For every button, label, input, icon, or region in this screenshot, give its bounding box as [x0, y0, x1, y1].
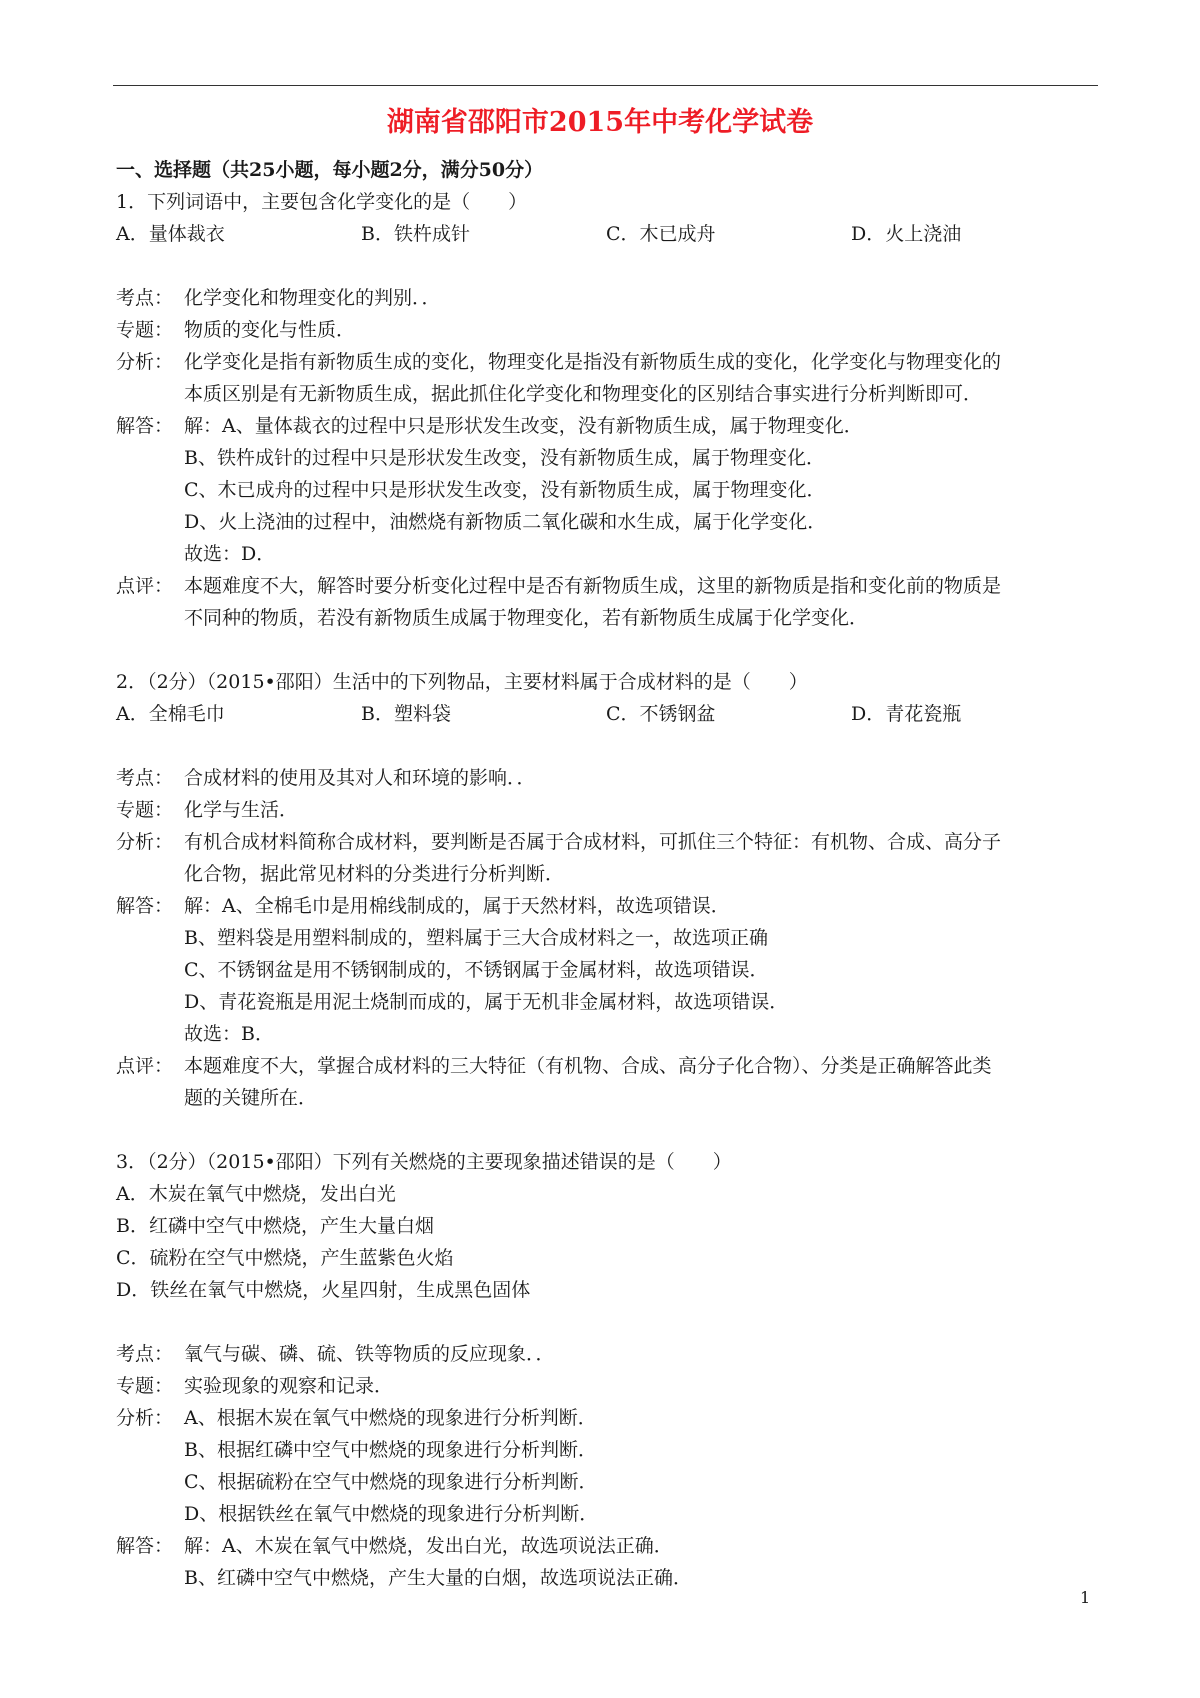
- question-stem: 1．下列词语中，主要包含化学变化的是（ ）: [116, 191, 528, 213]
- options-row: [116, 218, 1098, 250]
- page-number: 1: [1080, 1588, 1091, 1607]
- kaodian-label: 考点：: [116, 1343, 174, 1365]
- dianping-row: [116, 1050, 1098, 1114]
- fenxi-line: 有机合成材料简称合成材料，要判断是否属于合成材料，可抓住三个特征：有机物、合成、高分子: [184, 831, 1002, 853]
- zhuanti-text: 物质的变化与性质．: [184, 319, 356, 341]
- zhuanti-label: 专题：: [116, 1375, 174, 1397]
- option-b: B．铁杵成针: [361, 223, 470, 245]
- option-a: A．量体裁衣: [116, 223, 225, 245]
- fenxi-row: [116, 826, 1098, 890]
- jieda-line: B、塑料袋是用塑料制成的，塑料属于三大合成材料之一，故选项正确: [184, 927, 768, 949]
- options-row: [116, 698, 1098, 730]
- jieda-line: C、木已成舟的过程中只是形状发生改变，没有新物质生成，属于物理变化．: [184, 479, 826, 501]
- dianping-line: 不同种的物质，若没有新物质生成属于物理变化，若有新物质生成属于化学变化．: [184, 607, 869, 629]
- dianping-line: 题的关键所在．: [184, 1087, 318, 1109]
- fenxi-line: A、根据木炭在氧气中燃烧的现象进行分析判断．: [184, 1407, 597, 1429]
- option-d: D．铁丝在氧气中燃烧，火星四射，生成黑色固体: [116, 1279, 531, 1301]
- kaodian-label: 考点：: [116, 767, 174, 789]
- question-stem: 3．（2分）（2015•邵阳）下列有关燃烧的主要现象描述错误的是（ ）: [116, 1151, 732, 1173]
- zhuanti-text: 实验现象的观察和记录．: [184, 1375, 394, 1397]
- zhuanti-text: 化学与生活．: [184, 799, 299, 821]
- option-c: C．不锈钢盆: [606, 703, 716, 725]
- header-rule: [113, 85, 1098, 86]
- zhuanti-row: [116, 1370, 1098, 1402]
- jieda-label: 解答：: [116, 415, 174, 437]
- jieda-line: B、红磷中空气中燃烧，产生大量的白烟，故选项说法正确．: [184, 1567, 692, 1589]
- question-1: [116, 186, 1098, 634]
- zhuanti-label: 专题：: [116, 319, 174, 341]
- jieda-line: D、火上浇油的过程中，油燃烧有新物质二氧化碳和水生成，属于化学变化．: [184, 511, 827, 533]
- fenxi-line: B、根据红磷中空气中燃烧的现象进行分析判断．: [184, 1439, 597, 1461]
- jieda-line: 故选：B．: [184, 1023, 274, 1045]
- fenxi-row: [116, 346, 1098, 410]
- kaodian-text: 合成材料的使用及其对人和环境的影响．．: [184, 767, 536, 789]
- kaodian-row: [116, 762, 1098, 794]
- option-b: B．红磷中空气中燃烧，产生大量白烟: [116, 1215, 434, 1237]
- jieda-line: C、不锈钢盆是用不锈钢制成的，不锈钢属于金属材料，故选项错误．: [184, 959, 769, 981]
- jieda-row: [116, 1530, 1098, 1594]
- jieda-line: D、青花瓷瓶是用泥土烧制而成的，属于无机非金属材料，故选项错误．: [184, 991, 789, 1013]
- section-heading: 一、选择题（共25小题，每小题2分，满分50分）: [116, 159, 544, 181]
- fenxi-label: 分析：: [116, 351, 174, 373]
- option-a: A．全棉毛巾: [116, 703, 225, 725]
- fenxi-label: 分析：: [116, 1407, 174, 1429]
- option-c: C．硫粉在空气中燃烧，产生蓝紫色火焰: [116, 1247, 454, 1269]
- zhuanti-label: 专题：: [116, 799, 174, 821]
- jieda-line: B、铁杵成针的过程中只是形状发生改变，没有新物质生成，属于物理变化．: [184, 447, 825, 469]
- dianping-row: [116, 570, 1098, 634]
- exam-content: [116, 154, 1098, 1594]
- fenxi-line: C、根据硫粉在空气中燃烧的现象进行分析判断．: [184, 1471, 598, 1493]
- option-b: B．塑料袋: [361, 703, 451, 725]
- jieda-label: 解答：: [116, 895, 174, 917]
- option-d: D．火上浇油: [851, 223, 962, 245]
- dianping-label: 点评：: [116, 1055, 174, 1077]
- dianping-line: 本题难度不大，掌握合成材料的三大特征（有机物、合成、高分子化合物）、分类是正确解答此类: [184, 1055, 992, 1077]
- fenxi-line: 化合物，据此常见材料的分类进行分析判断．: [184, 863, 565, 885]
- kaodian-text: 氧气与碳、磷、硫、铁等物质的反应现象．．: [184, 1343, 555, 1365]
- dianping-label: 点评：: [116, 575, 174, 597]
- fenxi-line: 本质区别是有无新物质生成，据此抓住化学变化和物理变化的区别结合事实进行分析判断即可．: [184, 383, 983, 405]
- jieda-row: [116, 410, 1098, 570]
- fenxi-label: 分析：: [116, 831, 174, 853]
- kaodian-row: [116, 1338, 1098, 1370]
- kaodian-text: 化学变化和物理变化的判别．．: [184, 287, 441, 309]
- option-c: C．木已成舟: [606, 223, 716, 245]
- jieda-row: [116, 890, 1098, 1050]
- option-d: D．青花瓷瓶: [851, 703, 962, 725]
- jieda-line: 解：A、全棉毛巾是用棉线制成的，属于天然材料，故选项错误．: [184, 895, 730, 917]
- jieda-label: 解答：: [116, 1535, 174, 1557]
- zhuanti-row: [116, 314, 1098, 346]
- fenxi-line: D、根据铁丝在氧气中燃烧的现象进行分析判断．: [184, 1503, 599, 1525]
- fenxi-row: [116, 1402, 1098, 1530]
- page-title: 湖南省邵阳市2015年中考化学试卷: [386, 107, 814, 138]
- question-stem: 2．（2分）（2015•邵阳）生活中的下列物品，主要材料属于合成材料的是（ ）: [116, 671, 808, 693]
- kaodian-label: 考点：: [116, 287, 174, 309]
- zhuanti-row: [116, 794, 1098, 826]
- dianping-line: 本题难度不大，解答时要分析变化过程中是否有新物质生成，这里的新物质是指和变化前的物质是: [184, 575, 1002, 597]
- jieda-line: 解：A、量体裁衣的过程中只是形状发生改变，没有新物质生成，属于物理变化．: [184, 415, 863, 437]
- question-2: [116, 666, 1098, 1114]
- fenxi-line: 化学变化是指有新物质生成的变化，物理变化是指没有新物质生成的变化，化学变化与物理变化的: [184, 351, 1002, 373]
- kaodian-row: [116, 282, 1098, 314]
- option-a: A．木炭在氧气中燃烧，发出白光: [116, 1183, 396, 1205]
- question-3: [116, 1146, 1098, 1594]
- jieda-line: 解：A、木炭在氧气中燃烧，发出白光，故选项说法正确．: [184, 1535, 673, 1557]
- jieda-line: 故选：D．: [184, 543, 276, 565]
